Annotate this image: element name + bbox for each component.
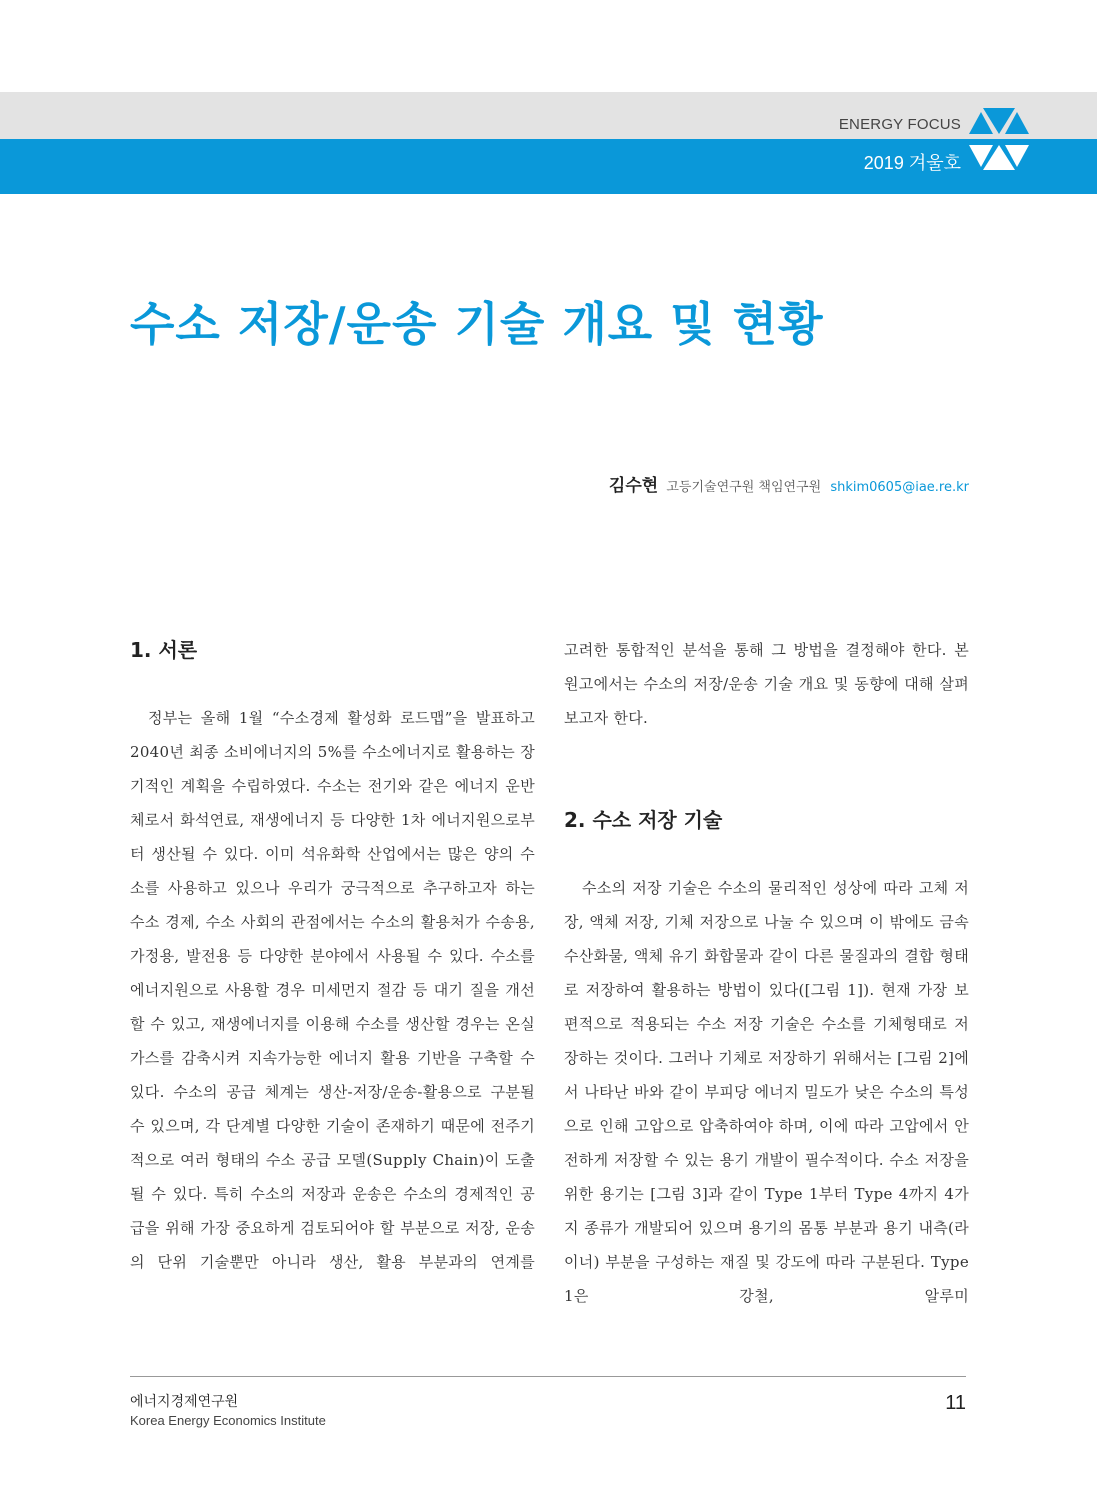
issue-label: 2019 겨울호 [863,153,961,173]
magazine-name: ENERGY FOCUS [838,116,961,133]
intro-paragraph: 정부는 올해 1월 “수소경제 활성화 로드맵”을 발표하고 2040년 최종 소비에너지의 5%를 수소에너지로 활용하는 장기적인 계획을 수립하였다. 수소는 전기와 같은 에너지 운반체로서 화석연료, 재생에너지 등 다양한 1차 에너지원으로부터 생산될 수 있다. 이미 석유화학 산업에서는 많은 양의 수소를 사용하고 있으나 우리가 궁극적으로 추구하고자 하는 수소 경제, 수소 사회의 관점에서는 수소의 활용처가 수송용, 가정용, 발전용 등 다양한 분야에서 사용될 수 있다. 수소를 에너지원으로 사용할 경우 미세먼지 절감 등 대기 질을 개선할 수 있고, 재생에너지를 이용해 수소를 생산할 경우는 온실가스를 감축시켜 지속가능한 에너지 활용 기반을 구축할 수 있다. 수소의 공급 체계는 생산-저장/운송-활용으로 구분될 수 있으며, 각 단계별 다양한 기술이 존재하기 때문에 전주기적으로 여러 형태의 수소 공급 모델(Supply Chain)이 도출될 수 있다. 특히 수소의 저장과 운송은 수소의 경제적인 공급을 위해 가장 중요하게 검토되어야 할 부분으로 저장, 운송의 단위 기술뿐만 아니라 생산, 활용 부분과의 연계를 [130,709,535,1271]
article-title: 수소 저장/운송 기술 개요 및 현황 [130,297,824,351]
storage-paragraph: 수소의 저장 기술은 수소의 물리적인 성상에 따라 고체 저장, 액체 저장, 기체 저장으로 나눌 수 있으며 이 밖에도 금속 수산화물, 액체 유기 화합물과 같이 다른 물질과의 결합 형태로 저장하여 활용하는 방법이 있다([그림 1]). 현재 가장 보편적으로 적용되는 수소 저장 기술은 수소를 기체형태로 저장하는 것이다. 그러나 기체로 저장하기 위해서는 [그림 2]에서 나타난 바와 같이 부피당 에너지 밀도가 낮은 수소의 특성으로 인해 고압으로 압축하여야 하며, 이에 따라 고압에서 안전하게 저장할 수 있는 용기 개발이 필수적이다. 수소 저장을 위한 용기는 [그림 3]과 같이 Type 1부터 Type 4까지 4가지 종류가 개발되어 있으며 용기의 몸통 부분과 용기 내측(라이너) 부분을 구성하는 재질 및 강도에 따라 구분된다. Type 1은 강철, 알루미 [564,879,969,1305]
footer-divider [130,1376,966,1377]
intro-paragraph-continued: 고려한 통합적인 분석을 통해 그 방법을 결정해야 한다. 본 원고에서는 수소의 저장/운송 기술 개요 및 동향에 대해 살펴보고자 한다. [564,641,969,727]
left-column [130,633,535,1279]
triangle-logo-icon [968,108,1030,170]
author-affiliation: 고등기술연구원 책임연구원 [666,480,822,495]
section-heading-intro: 1. 서론 [130,638,198,662]
right-column [564,633,969,1313]
author-name: 김수현 [608,476,659,496]
author-email-link[interactable]: shkim0605@iae.re.kr [830,480,969,495]
section-heading-storage: 2. 수소 저장 기술 [564,808,723,832]
institute-name-ko: 에너지경제연구원 [130,1394,239,1410]
page-number: 11 [945,1392,966,1414]
author-byline [609,471,969,496]
institute-name-en: Korea Energy Economics Institute [130,1413,326,1428]
